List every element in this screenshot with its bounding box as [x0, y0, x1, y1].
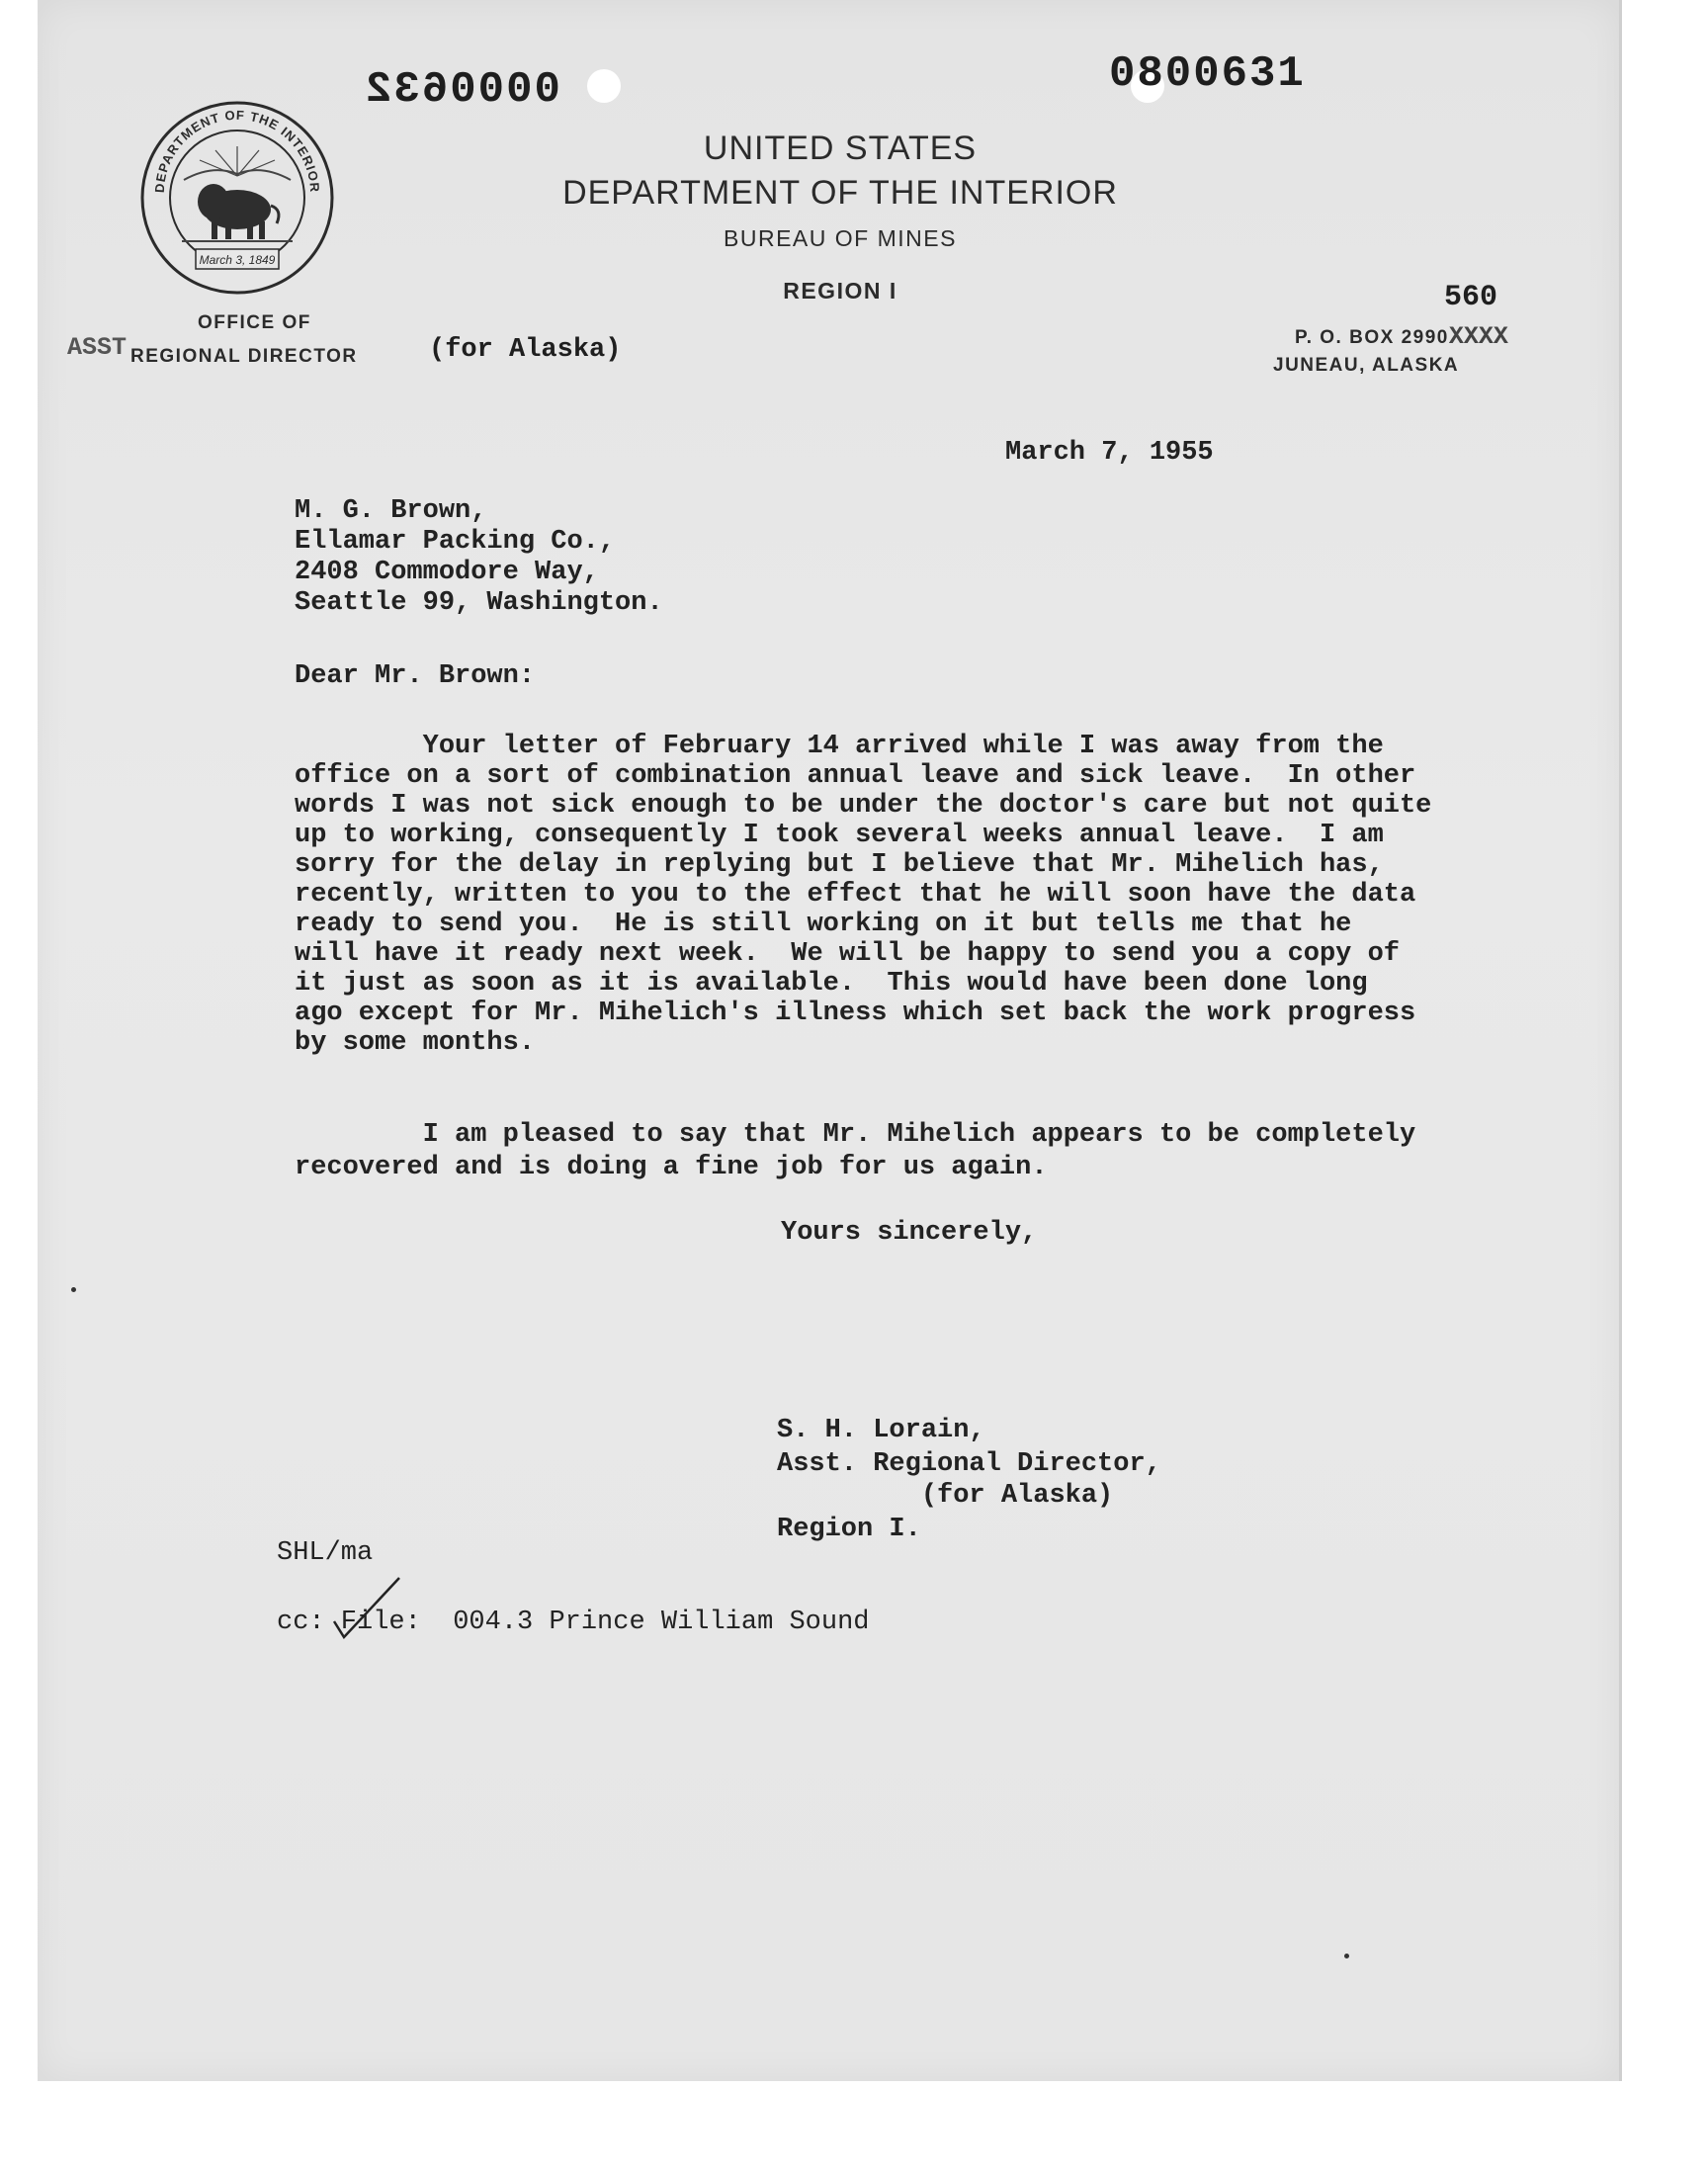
paragraph-line: it just as soon as it is available. This would have been done long	[295, 969, 1368, 999]
paragraph-line: by some months.	[295, 1028, 536, 1058]
speck	[1344, 1954, 1349, 1958]
letter-date: March 7, 1955	[1005, 438, 1214, 468]
po-box-label: P. O. BOX 2990	[1295, 327, 1449, 348]
regional-director-label: REGIONAL DIRECTOR	[130, 346, 358, 367]
punch-hole-left	[587, 69, 621, 103]
recipient-line: 2408 Commodore Way,	[295, 558, 599, 587]
department-seal	[138, 99, 336, 297]
speck	[71, 1287, 76, 1292]
salutation: Dear Mr. Brown:	[295, 661, 536, 691]
letterhead-department: DEPARTMENT OF THE INTERIOR	[562, 174, 1118, 212]
letterhead-region: REGION I	[783, 278, 897, 304]
seal-ring-text: DEPARTMENT OF THE INTERIOR	[151, 107, 323, 194]
paragraph-line: ready to send you. He is still working on it but tells me that he	[295, 910, 1352, 939]
paragraph-line: sorry for the delay in replying but I believe that Mr. Mihelich has,	[295, 850, 1384, 880]
carbon-copy-line: cc: File: 004.3 Prince William Sound	[277, 1608, 870, 1637]
typist-initials: SHL/ma	[277, 1538, 374, 1568]
po-box-overtype: XXXX	[1448, 322, 1508, 351]
check-mark-icon	[326, 1572, 405, 1651]
letterhead-country: UNITED STATES	[703, 130, 978, 167]
mirrored-bates-stamp: 0000632	[364, 65, 560, 115]
bison-icon	[198, 184, 279, 239]
paragraph-line: I am pleased to say that Mr. Mihelich appears to be completely	[295, 1120, 1416, 1150]
city-label: JUNEAU, ALASKA	[1273, 355, 1460, 376]
office-of-label: OFFICE OF	[198, 312, 311, 333]
paragraph-line: ago except for Mr. Mihelich's illness which set back the work progress	[295, 999, 1416, 1028]
paragraph-line: recently, written to you to the effect that he will soon have the data	[295, 880, 1416, 910]
paragraph-line: Your letter of February 14 arrived while I was away from the	[295, 732, 1384, 761]
paragraph-line: office on a sort of combination annual leave and sick leave. In other	[295, 761, 1416, 791]
letterhead-bureau: BUREAU OF MINES	[724, 225, 957, 251]
signature-line: Asst. Regional Director,	[777, 1449, 1161, 1479]
asst-prefix: ASST	[67, 333, 128, 362]
bates-stamp: 0800631	[1109, 49, 1306, 99]
for-alaska-typed: (for Alaska)	[429, 335, 622, 365]
signature-line: S. H. Lorain,	[777, 1416, 985, 1445]
signature-line: (for Alaska)	[777, 1481, 1114, 1511]
paragraph-line: will have it ready next week. We will be happy to send you a copy of	[295, 939, 1400, 969]
paragraph-line: up to working, consequently I took several weeks annual leave. I am	[295, 821, 1384, 850]
recipient-line: Ellamar Packing Co.,	[295, 527, 616, 557]
recipient-line: M. G. Brown,	[295, 496, 487, 526]
po-box-line	[1295, 322, 1508, 351]
sunrise-icon	[184, 146, 291, 180]
box-number-typed: 560	[1444, 281, 1498, 314]
paragraph-line: words I was not sick enough to be under the doctor's care but not quite	[295, 791, 1432, 821]
recipient-line: Seattle 99, Washington.	[295, 588, 663, 618]
signature-line: Region I.	[777, 1515, 921, 1544]
paragraph-line: recovered and is doing a fine job for us again.	[295, 1153, 1048, 1182]
seal-date: March 3, 1849	[199, 253, 276, 267]
closing: Yours sincerely,	[781, 1218, 1038, 1248]
